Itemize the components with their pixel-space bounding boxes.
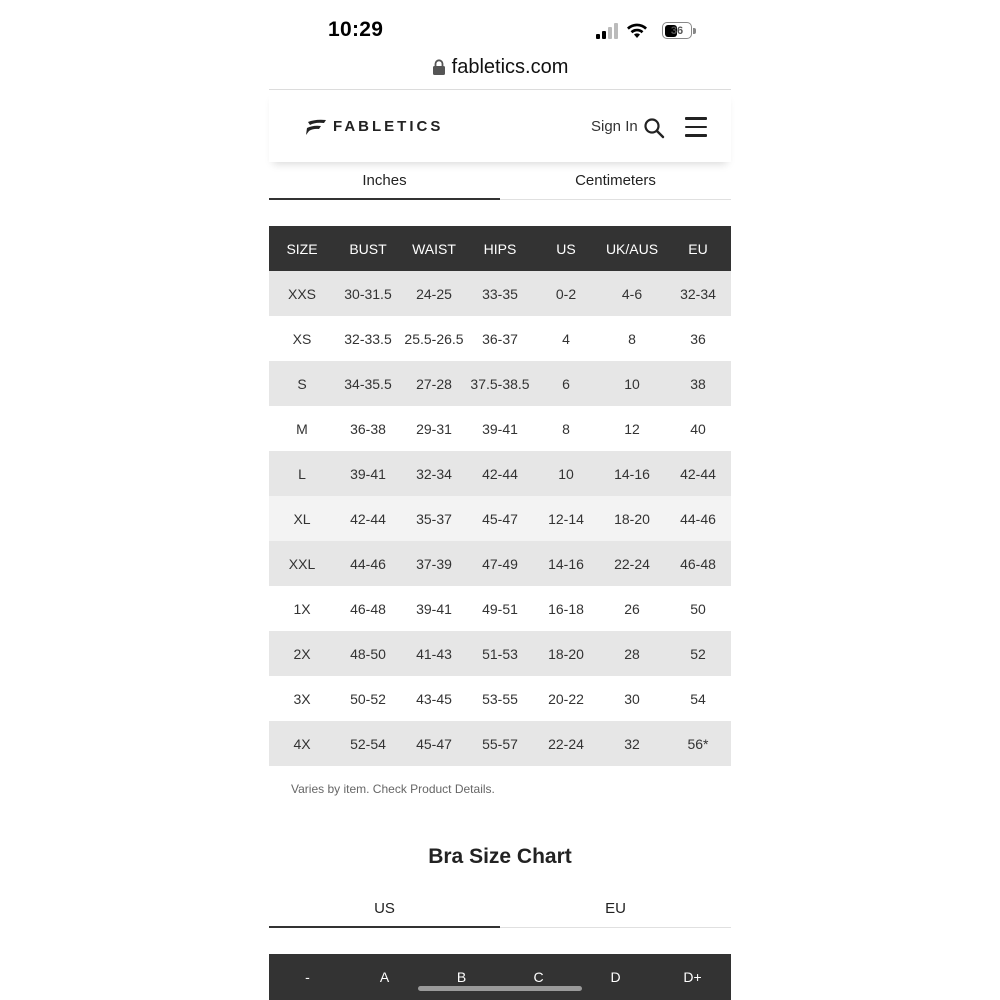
table-cell: 39-41: [335, 451, 401, 496]
table-cell: 42-44: [467, 451, 533, 496]
table-cell: 34-35.5: [335, 361, 401, 406]
table-cell: 45-47: [467, 496, 533, 541]
table-cell: 18-20: [599, 496, 665, 541]
tab-us[interactable]: US: [269, 890, 500, 928]
address-bar[interactable]: [0, 56, 1000, 79]
size-chart-footnote: Varies by item. Check Product Details.: [291, 782, 495, 796]
table-row: [269, 271, 731, 316]
table-row: [269, 496, 731, 541]
size-chart-table: [269, 226, 731, 766]
table-cell: 40: [665, 406, 731, 451]
table-cell: 36-38: [335, 406, 401, 451]
table-cell: 22-24: [533, 721, 599, 766]
table-cell: 48-50: [335, 631, 401, 676]
column-header: SIZE: [269, 226, 335, 271]
table-cell: 37.5-38.5: [467, 361, 533, 406]
sign-in-link[interactable]: Sign In: [591, 118, 638, 135]
status-icons: [596, 22, 692, 39]
table-cell: 50-52: [335, 676, 401, 721]
table-cell: 37-39: [401, 541, 467, 586]
table-row: [269, 361, 731, 406]
table-cell: 24-25: [401, 271, 467, 316]
table-cell: 47-49: [467, 541, 533, 586]
table-cell: M: [269, 406, 335, 451]
table-cell: 36: [665, 316, 731, 361]
site-header: [269, 90, 731, 162]
table-cell: 16-18: [533, 586, 599, 631]
table-cell: 8: [533, 406, 599, 451]
table-cell: 26: [599, 586, 665, 631]
status-time: 10:29: [328, 18, 384, 41]
table-cell: XL: [269, 496, 335, 541]
table-cell: 4-6: [599, 271, 665, 316]
table-cell: 42-44: [335, 496, 401, 541]
column-header: HIPS: [467, 226, 533, 271]
table-cell: 8: [599, 316, 665, 361]
bra-column-header: -: [305, 969, 310, 985]
bra-column-header: D: [610, 969, 621, 985]
table-cell: 45-47: [401, 721, 467, 766]
table-row: [269, 406, 731, 451]
table-cell: 52: [665, 631, 731, 676]
table-row: [269, 316, 731, 361]
bra-column-header: A: [379, 969, 390, 985]
table-cell: 1X: [269, 586, 335, 631]
column-header: BUST: [335, 226, 401, 271]
table-cell: 56*: [665, 721, 731, 766]
table-cell: 50: [665, 586, 731, 631]
hamburger-menu-icon[interactable]: [685, 117, 707, 139]
bra-column-header: C: [533, 969, 544, 985]
table-cell: 14-16: [599, 451, 665, 496]
table-cell: 22-24: [599, 541, 665, 586]
tab-centimeters[interactable]: Centimeters: [500, 162, 731, 200]
table-cell: 3X: [269, 676, 335, 721]
table-cell: XXL: [269, 541, 335, 586]
table-cell: 33-35: [467, 271, 533, 316]
table-cell: XS: [269, 316, 335, 361]
table-cell: 43-45: [401, 676, 467, 721]
table-cell: 32: [599, 721, 665, 766]
table-cell: 12: [599, 406, 665, 451]
table-cell: 20-22: [533, 676, 599, 721]
table-cell: 42-44: [665, 451, 731, 496]
search-icon[interactable]: [643, 117, 665, 139]
table-cell: 52-54: [335, 721, 401, 766]
table-cell: 49-51: [467, 586, 533, 631]
table-row: [269, 541, 731, 586]
lock-icon: [432, 59, 446, 76]
table-cell: 10: [533, 451, 599, 496]
table-cell: L: [269, 451, 335, 496]
table-cell: 10: [599, 361, 665, 406]
table-cell: 46-48: [665, 541, 731, 586]
battery-icon: [662, 22, 692, 39]
home-indicator[interactable]: [418, 986, 582, 991]
table-cell: 4X: [269, 721, 335, 766]
table-cell: 30-31.5: [335, 271, 401, 316]
table-cell: 27-28: [401, 361, 467, 406]
column-header: WAIST: [401, 226, 467, 271]
table-cell: 55-57: [467, 721, 533, 766]
table-row: [269, 676, 731, 721]
table-cell: 39-41: [467, 406, 533, 451]
table-cell: 12-14: [533, 496, 599, 541]
table-cell: 44-46: [665, 496, 731, 541]
table-cell: 32-34: [401, 451, 467, 496]
unit-tabs: [269, 162, 731, 200]
brand-logo[interactable]: [305, 118, 443, 135]
bra-column-header: D+: [683, 969, 702, 985]
table-cell: 54: [665, 676, 731, 721]
tab-inches[interactable]: Inches: [269, 162, 500, 200]
table-row: [269, 721, 731, 766]
bra-size-chart-title: Bra Size Chart: [428, 845, 572, 868]
table-cell: 30: [599, 676, 665, 721]
table-cell: S: [269, 361, 335, 406]
table-cell: 39-41: [401, 586, 467, 631]
table-cell: 44-46: [335, 541, 401, 586]
cellular-signal-icon: [596, 23, 618, 39]
battery-level: 36: [670, 24, 684, 37]
table-cell: 53-55: [467, 676, 533, 721]
table-cell: 4: [533, 316, 599, 361]
table-cell: 25.5-26.5: [401, 316, 467, 361]
table-cell: 35-37: [401, 496, 467, 541]
table-cell: 51-53: [467, 631, 533, 676]
table-cell: 18-20: [533, 631, 599, 676]
bra-region-tabs: [269, 890, 731, 928]
brand-name: FABLETICS: [333, 118, 444, 135]
table-cell: 14-16: [533, 541, 599, 586]
column-header: EU: [665, 226, 731, 271]
bra-column-header: B: [456, 969, 467, 985]
wifi-icon: [626, 23, 648, 39]
table-cell: 41-43: [401, 631, 467, 676]
table-cell: 28: [599, 631, 665, 676]
table-cell: 0-2: [533, 271, 599, 316]
table-header-row: [269, 226, 731, 271]
tab-eu[interactable]: EU: [500, 890, 731, 928]
table-cell: 46-48: [335, 586, 401, 631]
table-cell: 38: [665, 361, 731, 406]
url-text: fabletics.com: [451, 56, 569, 78]
table-row: [269, 586, 731, 631]
table-cell: 2X: [269, 631, 335, 676]
table-row: [269, 631, 731, 676]
column-header: UK/AUS: [599, 226, 665, 271]
bra-table-header-row: [269, 954, 731, 1000]
table-cell: XXS: [269, 271, 335, 316]
column-header: US: [533, 226, 599, 271]
table-cell: 6: [533, 361, 599, 406]
table-row: [269, 451, 731, 496]
table-cell: 36-37: [467, 316, 533, 361]
table-cell: 32-34: [665, 271, 731, 316]
table-cell: 29-31: [401, 406, 467, 451]
table-cell: 32-33.5: [335, 316, 401, 361]
fabletics-logo-icon: [305, 119, 327, 135]
